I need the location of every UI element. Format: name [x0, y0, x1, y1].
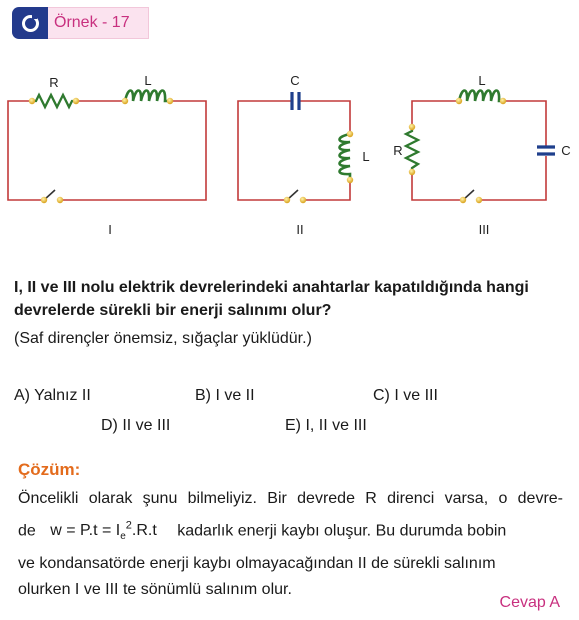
solution-text: kadarlık enerji kaybı oluşur. Bu durumda bobin	[177, 521, 507, 539]
inductor-symbol	[459, 91, 503, 102]
resistor-label: R	[49, 75, 59, 90]
capacitor-label: C	[290, 73, 300, 88]
capacitor-symbol	[537, 147, 555, 154]
solution-body	[18, 486, 563, 604]
inductor-label: L	[144, 73, 152, 88]
circuit-label: III	[478, 222, 490, 237]
inductor-label: L	[362, 149, 370, 164]
capacitor-label: C	[561, 143, 571, 158]
example-title-box	[48, 7, 149, 39]
solution-title: Çözüm:	[18, 460, 81, 479]
solution-line: Öncelikli olarak şunu bilmeliyiz. Bir devrede R direnci varsa, o devre-	[18, 490, 563, 507]
answer-label: Cevap A	[499, 594, 560, 611]
circuit-3	[393, 73, 570, 237]
example-header	[12, 7, 150, 39]
example-badge	[12, 7, 48, 39]
capacitor-symbol	[292, 92, 299, 110]
circuit-diagrams	[0, 60, 579, 240]
solution-line: olurken I ve III te sönümlü salınım olur.	[18, 581, 292, 599]
option-e: E) I, II ve III	[285, 417, 367, 434]
solution-line: ve kondansatörde enerji kaybı olmayacağından II de sürekli salınım	[18, 554, 496, 572]
option-d: D) II ve III	[101, 417, 171, 434]
circuit-label: II	[296, 222, 304, 237]
energy-formula: $w = P.t = I_e^2.R.t$	[50, 519, 157, 543]
inductor-symbol	[125, 91, 170, 102]
solution-line	[18, 513, 563, 551]
solution-text: de	[18, 521, 36, 539]
question-note: (Saf dirençler önemsiz, sığaçlar yüklüdür.)	[14, 330, 312, 347]
option-b: B) I ve II	[195, 387, 255, 404]
inductor-label: L	[478, 73, 486, 88]
resistor-label: R	[393, 143, 403, 158]
circuit-1	[8, 73, 206, 237]
option-a: A) Yalnız II	[14, 387, 91, 404]
resistor-symbol	[406, 127, 418, 172]
circuit-2	[238, 73, 370, 237]
option-c: C) I ve III	[373, 387, 438, 404]
circuit-label: I	[108, 222, 112, 237]
resistor-symbol	[32, 95, 76, 107]
question-text: I, II ve III nolu elektrik devrelerindeki anahtarlar kapatıldığında hangi devrelerde sürekli bir enerji salınımı olur?	[14, 279, 529, 319]
inductor-symbol	[340, 134, 351, 180]
example-title: Örnek - 17	[54, 14, 130, 31]
